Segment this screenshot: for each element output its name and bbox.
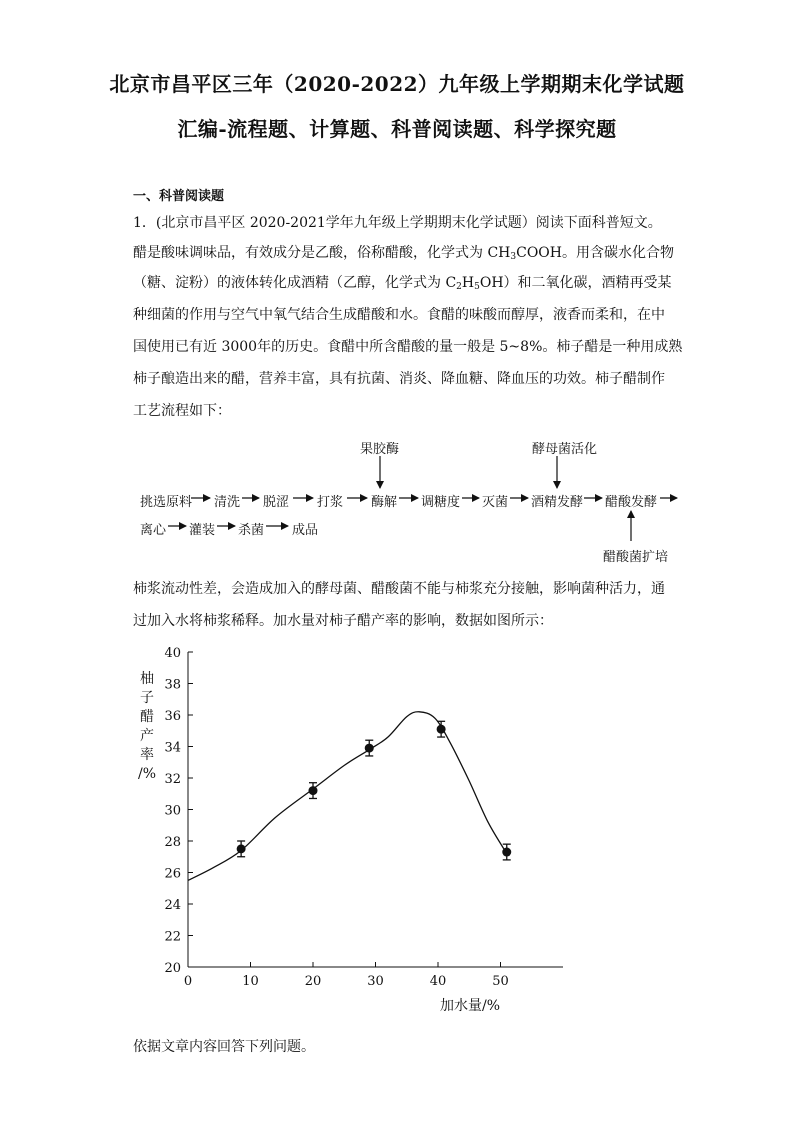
y-axis-label-char: /%	[137, 766, 157, 782]
flow-step-product: 成品	[292, 523, 319, 538]
y-tick-label: 28	[164, 835, 181, 850]
question-intro: 1．(北京市昌平区 2020-2021学年九年级上学期期末化学试题）阅读下面科普短文。	[133, 215, 662, 231]
paragraph2-line2: 过加入水将柿浆稀释。加水量对柿子醋产率的影响，数据如图所示：	[133, 613, 553, 629]
text-segment: OH）和二氧化碳，酒精再受某	[479, 275, 672, 291]
flow-step-sterilize: 灭菌	[482, 495, 509, 510]
flow-step-enzymolysis: 酶解	[371, 495, 398, 510]
y-tick-label: 38	[164, 677, 181, 693]
data-point	[309, 786, 318, 795]
paragraph1-line5: 柿子酿造出来的醋，营养丰富，具有抗菌、消炎、降血糖、降血压的功效。柿子醋制作	[133, 371, 665, 387]
y-tick-label: 30	[164, 803, 181, 819]
y-tick-label: 22	[164, 929, 181, 945]
chart-ticks	[164, 646, 508, 989]
flow-step-acetic-fermentation: 醋酸发酵	[605, 495, 658, 510]
subscript: 3	[510, 252, 517, 262]
flow-step-adjust-sugar: 调糖度	[421, 495, 461, 510]
text-segment: H	[461, 275, 475, 291]
flow-step-sterilize-2: 杀菌	[238, 523, 265, 538]
data-point	[237, 844, 246, 853]
flow-step-pulp: 打浆	[317, 495, 344, 510]
y-tick-label: 40	[164, 646, 181, 661]
y-tick-label: 26	[164, 866, 181, 882]
chart-curve	[188, 712, 507, 881]
data-point	[502, 848, 511, 857]
yield-curve	[188, 712, 507, 881]
text-segment: （糖、淀粉）的液体转化成酒精（乙醇，化学式为 C	[133, 275, 457, 291]
y-axis-label-char: 产	[140, 728, 154, 744]
chart-axes	[188, 652, 563, 967]
flow-step-filling: 灌装	[189, 523, 216, 538]
y-tick-label: 20	[164, 961, 181, 976]
text-segment: COOH。用含碳水化合物	[516, 245, 674, 261]
y-tick-label: 36	[164, 709, 181, 724]
acetobacter-culture-label: 醋酸菌扩培	[603, 550, 669, 565]
y-axis-label	[138, 670, 156, 782]
x-tick-label: 50	[492, 974, 509, 989]
paragraph1-line3: 种细菌的作用与空气中氧气结合生成醋酸和水。食醋的味酸而醇厚，液香而柔和，在中	[133, 307, 665, 323]
paragraph1-line4: 国使用已有近 3000年的历史。食醋中所含醋酸的量一般是 5~8%。柿子醋是一种用成熟	[133, 339, 683, 355]
paragraph2-line1: 柿浆流动性差，会造成加入的酵母菌、醋酸菌不能与柿浆充分接触，影响菌种活力，通	[133, 581, 665, 597]
data-point	[437, 725, 446, 734]
x-tick-label: 40	[429, 974, 447, 989]
x-tick-label: 10	[242, 974, 259, 989]
text-segment: 醋是酸味调味品，有效成分是乙酸，俗称醋酸，化学式为 CH	[133, 245, 511, 261]
data-point	[365, 744, 374, 753]
flow-step-centrifuge: 离心	[140, 523, 167, 538]
y-tick-label: 24	[164, 898, 181, 913]
pectinase-label: 果胶酶	[360, 442, 400, 457]
y-axis-label-char: 柚	[140, 671, 154, 687]
document-title-line1: 北京市昌平区三年（2020-2022）九年级上学期期末化学试题	[109, 72, 685, 96]
chart-points	[237, 721, 512, 860]
x-axis-label: 加水量/%	[439, 998, 501, 1014]
question-footer: 依据文章内容回答下列问题。	[133, 1039, 315, 1055]
x-tick-label: 20	[304, 974, 322, 989]
y-axis-label-char: 子	[140, 690, 154, 706]
x-tick-label: 0	[183, 974, 193, 989]
section-heading: 一、科普阅读题	[133, 189, 225, 204]
x-tick-label: 30	[367, 974, 384, 989]
flow-step-alcohol-fermentation: 酒精发酵	[531, 495, 584, 510]
flow-step-deastringe: 脱涩	[263, 495, 290, 510]
flow-step-wash: 清洗	[214, 495, 241, 510]
document-title-line2: 汇编-流程题、计算题、科普阅读题、科学探究题	[177, 117, 617, 141]
y-tick-label: 34	[164, 740, 181, 756]
y-tick-label: 32	[164, 772, 181, 787]
flow-step-select-materials: 挑选原料	[140, 495, 193, 510]
yeast-activation-label: 酵母菌活化	[532, 442, 598, 457]
subscript: 5	[474, 282, 480, 292]
y-axis-label-char: 率	[140, 747, 154, 763]
subscript: 2	[456, 282, 462, 292]
y-axis-label-char: 醋	[140, 709, 154, 725]
paragraph1-line6: 工艺流程如下：	[133, 403, 231, 419]
